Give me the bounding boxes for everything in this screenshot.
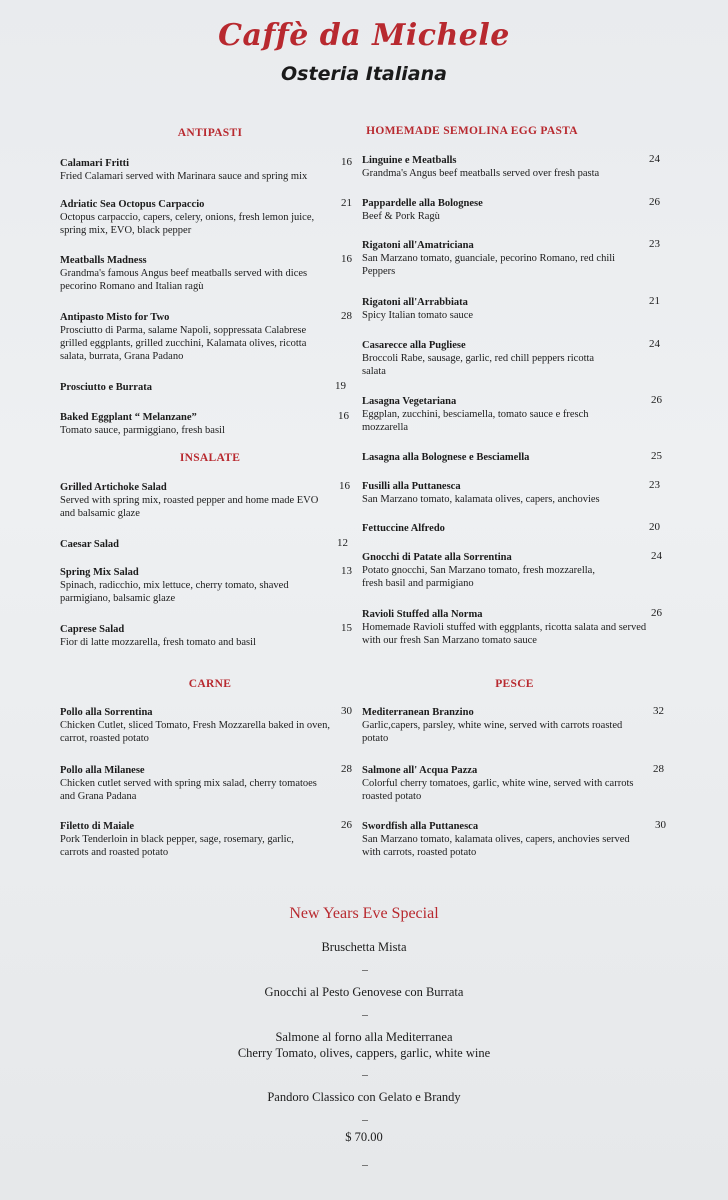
item-desc: Spicy Italian tomato sauce	[362, 310, 474, 321]
menu-item	[362, 608, 657, 647]
menu-item	[60, 764, 322, 803]
item-price: 30	[341, 705, 352, 717]
item-price: 26	[651, 607, 662, 619]
menu-item	[362, 296, 632, 322]
item-name: Meatballs Madness	[60, 255, 147, 266]
item-desc: Prosciutto di Parma, salame Napoli, soppressata Calabrese grilled eggplants, grilled zucchini, Kalamata olives, ricotta salata, burrata, Grana Padano	[60, 325, 307, 362]
item-price: 19	[335, 380, 346, 392]
menu-item	[60, 623, 335, 649]
menu-item	[60, 254, 310, 293]
divider	[362, 1075, 368, 1076]
special-title: New Years Eve Special	[289, 905, 439, 922]
item-name: Casarecce alla Pugliese	[362, 340, 466, 351]
menu-item	[362, 395, 602, 434]
divider	[362, 1165, 368, 1166]
item-name: Gnocchi di Patate alla Sorrentina	[362, 552, 512, 563]
menu-item	[362, 764, 652, 803]
section-title-pesce: PESCE	[495, 678, 534, 690]
item-desc: Grandma's famous Angus beef meatballs served with dices pecorino Romano and Italian ragù	[60, 268, 308, 292]
item-desc: Grandma's Angus beef meatballs served over fresh pasta	[362, 168, 600, 179]
menu-item	[60, 411, 330, 437]
item-desc: Eggplan, zucchini, besciamella, tomato sauce e fresch mozzarella	[362, 409, 589, 433]
item-price: 26	[341, 819, 352, 831]
item-name: Caesar Salad	[60, 539, 120, 550]
item-desc: Potato gnocchi, San Marzano tomato, fresh mozzarella, fresh basil and parmigiano	[362, 565, 595, 589]
divider	[362, 1015, 368, 1016]
item-name: Spring Mix Salad	[60, 567, 139, 578]
item-price: 24	[651, 550, 662, 562]
item-desc: Fried Calamari served with Marinara sauce and spring mix	[60, 171, 308, 182]
item-name: Baked Eggplant “ Melanzane”	[60, 412, 197, 423]
item-name: Pappardelle alla Bolognese	[362, 198, 483, 209]
menu-item	[60, 157, 350, 183]
menu-item	[362, 480, 642, 506]
item-name: Fettuccine Alfredo	[362, 523, 445, 534]
item-desc: San Marzano tomato, kalamata olives, capers, anchovies served with carrots, roasted potato	[362, 834, 630, 858]
special-course: Gnocchi al Pesto Genovese con Burrata	[264, 985, 464, 999]
item-desc: San Marzano tomato, kalamata olives, capers, anchovies	[362, 494, 600, 505]
item-price: 23	[649, 479, 660, 491]
item-desc: Spinach, radicchio, mix lettuce, cherry tomato, shaved parmigiano, balsamic glaze	[60, 580, 289, 604]
item-desc: Garlic,capers, parsley, white wine, served with carrots roasted potato	[362, 720, 623, 744]
item-price: 21	[341, 197, 352, 209]
special-course-desc: Cherry Tomato, olives, cappers, garlic, white wine	[237, 1046, 491, 1060]
item-price: 23	[649, 238, 660, 250]
item-price: 16	[341, 253, 352, 265]
item-name: Grilled Artichoke Salad	[60, 482, 167, 493]
section-title-insalate: INSALATE	[179, 452, 241, 464]
item-desc: Octopus carpaccio, capers, celery, onions, fresh lemon juice, spring mix, EVO, black pepper	[60, 212, 315, 236]
menu-item	[362, 239, 617, 278]
item-price: 16	[338, 410, 349, 422]
divider	[362, 970, 368, 971]
item-name: Mediterranean Branzino	[362, 707, 474, 718]
restaurant-subtitle: Osteria Italiana	[281, 63, 447, 85]
item-name: Pollo alla Milanese	[60, 765, 145, 776]
item-name: Fusilli alla Puttanesca	[362, 481, 461, 492]
item-price: 26	[651, 394, 662, 406]
menu-item	[60, 198, 330, 237]
item-price: 15	[341, 622, 352, 634]
item-name: Prosciutto e Burrata	[60, 382, 152, 393]
item-price: 13	[341, 565, 352, 577]
item-price: 28	[341, 310, 352, 322]
item-name: Lasagna Vegetariana	[362, 396, 457, 407]
item-desc: Beef & Pork Ragù	[362, 211, 440, 222]
special-course: Bruschetta Mista	[321, 940, 407, 954]
item-price: 24	[649, 153, 660, 165]
item-price: 28	[341, 763, 352, 775]
item-desc: Chicken Cutlet, sliced Tomato, Fresh Mozzarella baked in oven, carrot, roasted potato	[60, 720, 330, 744]
menu-item	[60, 481, 320, 520]
special-price: $ 70.00	[345, 1130, 383, 1144]
item-name: Lasagna alla Bolognese e Besciamella	[362, 452, 530, 463]
menu-item	[60, 311, 332, 363]
special-course: Pandoro Classico con Gelato e Brandy	[267, 1090, 461, 1104]
menu-item	[60, 381, 330, 394]
section-title-antipasti: ANTIPASTI	[177, 127, 243, 139]
item-name: Calamari Fritti	[60, 158, 130, 169]
item-price: 24	[649, 338, 660, 350]
divider	[362, 1120, 368, 1121]
item-name: Rigatoni all'Amatriciana	[362, 240, 474, 251]
item-desc: San Marzano tomato, guanciale, pecorino Romano, red chili Peppers	[362, 253, 616, 277]
item-name: Linguine e Meatballs	[362, 155, 457, 166]
item-price: 16	[341, 156, 352, 168]
menu-item	[362, 197, 632, 223]
menu-item	[60, 706, 335, 745]
section-title-pasta: HOMEMADE SEMOLINA EGG PASTA	[366, 125, 578, 137]
item-name: Swordfish alla Puttanesca	[362, 821, 479, 832]
item-name: Adriatic Sea Octopus Carpaccio	[60, 199, 205, 210]
item-name: Pollo alla Sorrentina	[60, 707, 153, 718]
item-desc: Fior di latte mozzarella, fresh tomato and basil	[60, 637, 256, 648]
item-desc: Broccoli Rabe, sausage, garlic, red chill peppers ricotta salata	[362, 353, 595, 377]
item-price: 21	[649, 295, 660, 307]
menu-item	[362, 706, 632, 745]
item-price: 12	[337, 537, 348, 549]
menu-item	[362, 451, 632, 464]
restaurant-logo: Caffè da Michele	[218, 18, 510, 53]
item-price: 16	[339, 480, 350, 492]
menu-item	[362, 820, 647, 859]
item-desc: Pork Tenderloin in black pepper, sage, rosemary, garlic, carrots and roasted potato	[60, 834, 294, 858]
special-course: Salmone al forno alla Mediterranea	[275, 1030, 453, 1044]
item-price: 28	[653, 763, 664, 775]
item-price: 32	[653, 705, 664, 717]
menu-item	[362, 522, 632, 535]
item-desc: Served with spring mix, roasted pepper and home made EVO and balsamic glaze	[60, 495, 319, 519]
item-name: Salmone all' Acqua Pazza	[362, 765, 478, 776]
menu-item	[60, 566, 335, 605]
menu-item	[362, 154, 652, 180]
item-price: 26	[649, 196, 660, 208]
item-name: Rigatoni all'Arrabbiata	[362, 297, 468, 308]
item-price: 20	[649, 521, 660, 533]
menu-item	[60, 820, 310, 859]
item-name: Caprese Salad	[60, 624, 125, 635]
item-desc: Tomato sauce, parmiggiano, fresh basil	[60, 425, 225, 436]
item-desc: Colorful cherry tomatoes, garlic, white wine, served with carrots roasted potato	[362, 778, 634, 802]
item-desc: Homemade Ravioli stuffed with eggplants, ricotta salata and served with our fresh San Marzano tomato sauce	[362, 622, 647, 646]
item-desc: Chicken cutlet served with spring mix salad, cherry tomatoes and Grana Padana	[60, 778, 317, 802]
item-price: 25	[651, 450, 662, 462]
menu-item	[362, 339, 612, 378]
item-name: Antipasto Misto for Two	[60, 312, 170, 323]
item-price: 30	[655, 819, 666, 831]
section-title-carne: CARNE	[188, 678, 232, 690]
menu-item	[60, 538, 320, 551]
menu-item	[362, 551, 617, 590]
item-name: Filetto di Maiale	[60, 821, 135, 832]
item-name: Ravioli Stuffed alla Norma	[362, 609, 483, 620]
